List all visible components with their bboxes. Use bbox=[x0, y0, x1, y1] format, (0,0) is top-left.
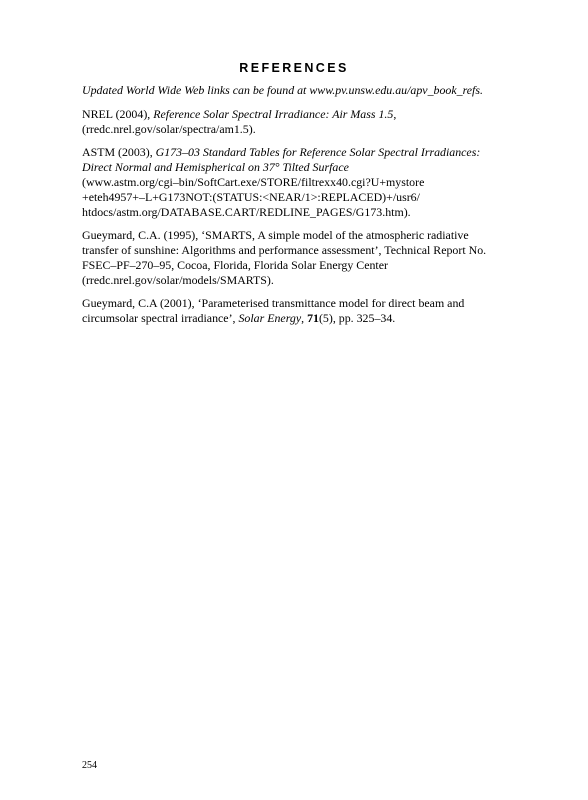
reference-text: , bbox=[393, 107, 397, 121]
reference-line bbox=[82, 205, 512, 220]
reference-text: 71 bbox=[307, 311, 319, 325]
reference-text: +eteh4957+–L+G173NOT:(STATUS:<NEAR/1>:REPLACED)+/usr6/ bbox=[82, 190, 420, 204]
reference-text: Gueymard, C.A. (1995), ‘SMARTS, A simple model of the atmospheric radiative bbox=[82, 228, 469, 242]
reference-entry bbox=[82, 107, 512, 137]
page-number: 254 bbox=[82, 760, 97, 771]
reference-line bbox=[82, 122, 512, 137]
reference-text: NREL (2004), bbox=[82, 107, 154, 121]
reference-line bbox=[82, 175, 512, 190]
reference-text: (www.astm.org/cgi–bin/SoftCart.exe/STORE/filtrexx40.cgi?U+mystore bbox=[82, 175, 425, 189]
reference-line bbox=[82, 258, 512, 273]
reference-text: (rredc.nrel.gov/solar/spectra/am1.5). bbox=[82, 122, 256, 136]
reference-text: transfer of sunshine: Algorithms and performance assessment’, Technical Report No. bbox=[82, 243, 487, 257]
reference-line bbox=[82, 228, 512, 243]
reference-text: Gueymard, C.A (2001), ‘Parameterised transmittance model for direct beam and bbox=[82, 296, 465, 310]
reference-text: , bbox=[301, 311, 308, 325]
reference-text: (5), pp. 325–34. bbox=[318, 311, 396, 325]
reference-line bbox=[82, 296, 512, 311]
reference-text: Reference Solar Spectral Irradiance: Air Mass 1.5 bbox=[153, 107, 394, 121]
reference-text: FSEC–PF–270–95, Cocoa, Florida, Florida Solar Energy Center bbox=[82, 258, 388, 272]
reference-text: (rredc.nrel.gov/solar/models/SMARTS). bbox=[82, 273, 274, 287]
web-links-note: Updated World Wide Web links can be found at www.pv.unsw.edu.au/apv_book_refs. bbox=[82, 83, 483, 97]
reference-line bbox=[82, 107, 512, 122]
reference-text: circumsolar spectral irradiance’, bbox=[82, 311, 239, 325]
reference-list bbox=[82, 83, 512, 334]
reference-text: Solar Energy bbox=[238, 311, 302, 325]
reference-line bbox=[82, 160, 512, 175]
reference-entries bbox=[82, 107, 512, 326]
reference-line bbox=[82, 145, 512, 160]
reference-text: Direct Normal and Hemispherical on 37° Tilted Surface bbox=[82, 160, 349, 174]
reference-line bbox=[82, 190, 512, 205]
references-heading: REFERENCES bbox=[239, 61, 349, 75]
reference-text: htdocs/astm.org/DATABASE.CART/REDLINE_PAGES/G173.htm). bbox=[82, 205, 411, 219]
reference-text: ASTM (2003), bbox=[82, 145, 156, 159]
reference-text: G173–03 Standard Tables for Reference Solar Spectral Irradiances: bbox=[155, 145, 481, 159]
reference-entry bbox=[82, 145, 512, 220]
reference-entry bbox=[82, 228, 512, 288]
reference-line bbox=[82, 273, 512, 288]
reference-entry bbox=[82, 296, 512, 326]
reference-line bbox=[82, 243, 512, 258]
reference-line bbox=[82, 311, 512, 326]
